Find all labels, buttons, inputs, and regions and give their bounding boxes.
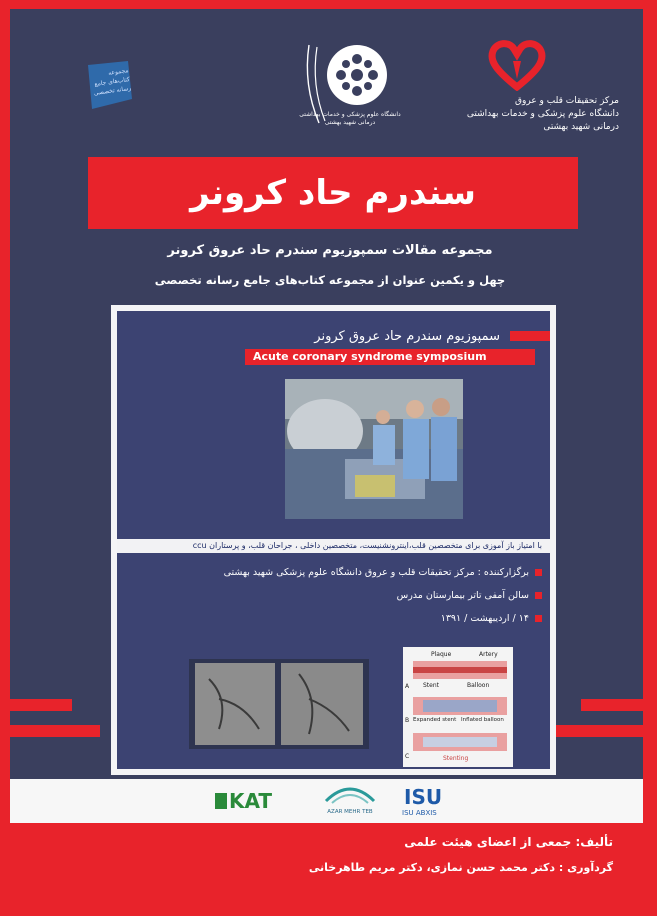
azar-logo-text: AZAR MEHR TEB [327,809,373,815]
label-stenting: Stenting [443,755,469,762]
label-inflated: Inflated balloon [461,717,504,723]
kat-mark-icon [215,793,227,809]
info-row-date: ۱۴ / اردیبهشت / ۱۳۹۱ [142,613,542,624]
poster-title-en: Acute coronary syndrome symposium [245,349,535,365]
poster-info-list [142,567,542,636]
cath-lab-photo [285,379,463,519]
credits-band [10,823,643,906]
isu-sub-text: ISU ABXIS [402,809,437,817]
angiogram-images [189,659,369,749]
poster-title-fa: سمپوزیوم سندرم حاد عروق کرونر [314,329,500,344]
right-accent-bar-2 [553,725,643,737]
authors-line: تألیف: جمعی از اعضای هیئت علمی [404,835,613,849]
compilers-line: گردآوری : دکتر محمد حسن نمازی، دکتر مریم طاهرخانی [308,861,613,874]
azar-swoosh-icon [320,781,380,807]
label-b: B [405,717,410,724]
label-plaque: Plaque [431,651,452,658]
org-line-2: دانشگاه علوم پزشکی و خدمات بهداشتی [466,109,619,119]
right-accent-bar-1 [581,699,643,711]
left-accent-bar-1 [10,699,72,711]
azar-mehr-teb-logo [320,781,380,819]
org-line-3: درمانی شهید بهشتی [543,122,619,132]
label-c: C [405,753,410,760]
label-a: A [405,683,410,690]
info-row-venue: سالن آمفی تاتر بیمارستان مدرس [142,590,542,601]
info-row-organizer: برگزارکننده : مرکز تحقیقات قلب و عروق دانشگاه علوم پزشکی شهید بهشتی [142,567,542,578]
label-expanded: Expanded stent [413,717,457,723]
kat-logo-text: KAT [229,789,273,813]
label-balloon: Balloon [467,682,490,689]
bullet-square-icon [535,569,542,576]
isu-abxis-logo [398,783,458,819]
university-logo-text: دانشگاه علوم پزشکی و خدمات بهداشتی درمانی شهید بهشتی [299,111,401,126]
kat-logo [215,785,295,815]
series-stamp-text: مجموعه کتاب‌های جامع رسانه تخصصی [93,67,132,98]
poster-cme-strip: با امتیاز باز آموزی برای متخصصین قلب،اینترونشنیست، متخصصین داخلی ، جراحان قلب، و پرستاران ccu [117,539,550,553]
org-line-1: مرکز تحقیقات قلب و عروق [515,96,619,106]
bullet-square-icon [535,592,542,599]
label-artery: Artery [479,651,498,658]
university-logo [295,35,405,135]
book-subtitle: مجموعه مقالات سمپوزیوم سندرم حاد عروق کرونر [167,243,493,258]
stent-illustration [403,647,513,767]
bullet-square-icon [535,615,542,622]
book-cover [10,9,643,906]
poster-body [117,311,550,769]
left-accent-bar-2 [10,725,100,737]
isu-logo-text: ISU [404,785,443,809]
stent-diagram [403,647,513,767]
book-title-banner [88,157,578,229]
book-title: سندرم حاد کرونر [190,173,476,213]
series-subtitle: چهل و یکمین عنوان از مجموعه کتاب‌های جامع رسانه تخصصی [154,273,506,287]
label-stent: Stent [423,682,440,689]
symposium-poster [111,305,556,775]
heart-logo-icon [487,39,547,91]
poster-red-tab [510,331,550,341]
series-stamp-logo [78,59,138,114]
